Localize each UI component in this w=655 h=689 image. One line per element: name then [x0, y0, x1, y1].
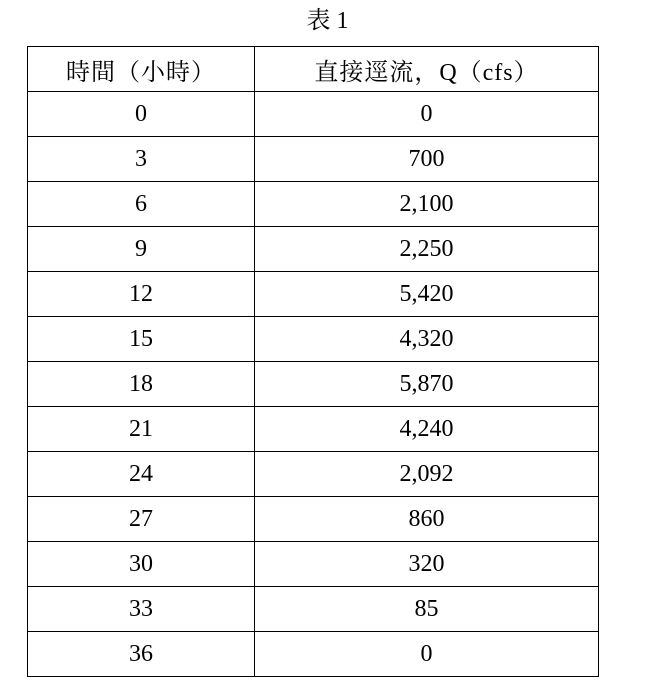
time-cell: 30: [28, 542, 255, 587]
runoff-cell: 85: [255, 587, 599, 632]
runoff-cell: 860: [255, 497, 599, 542]
table-row: [28, 182, 599, 227]
time-cell: 3: [28, 137, 255, 182]
header-direct-runoff: 直接逕流，Q（cfs）: [255, 47, 599, 92]
time-cell: 27: [28, 497, 255, 542]
runoff-cell: 5,420: [255, 272, 599, 317]
runoff-cell: 4,320: [255, 317, 599, 362]
table-row: [28, 272, 599, 317]
time-cell: 24: [28, 452, 255, 497]
table-caption: 表 1: [306, 8, 349, 34]
table-row: [28, 632, 599, 677]
header-time: 時間（小時）: [28, 47, 255, 92]
runoff-cell: 2,092: [255, 452, 599, 497]
time-cell: 6: [28, 182, 255, 227]
hydrograph-table: [27, 46, 599, 677]
time-cell: 15: [28, 317, 255, 362]
time-cell: 33: [28, 587, 255, 632]
table-row: [28, 227, 599, 272]
table-row: [28, 407, 599, 452]
table-row: [28, 137, 599, 182]
runoff-cell: 2,250: [255, 227, 599, 272]
header-row: [28, 47, 599, 92]
table-row: [28, 362, 599, 407]
runoff-cell: 320: [255, 542, 599, 587]
table-row: [28, 92, 599, 137]
time-cell: 12: [28, 272, 255, 317]
runoff-cell: 700: [255, 137, 599, 182]
time-cell: 36: [28, 632, 255, 677]
time-cell: 0: [28, 92, 255, 137]
time-cell: 9: [28, 227, 255, 272]
table-row: [28, 317, 599, 362]
table-row: [28, 587, 599, 632]
runoff-cell: 0: [255, 92, 599, 137]
time-cell: 18: [28, 362, 255, 407]
runoff-cell: 5,870: [255, 362, 599, 407]
table-row: [28, 542, 599, 587]
runoff-cell: 4,240: [255, 407, 599, 452]
runoff-cell: 2,100: [255, 182, 599, 227]
time-cell: 21: [28, 407, 255, 452]
table-row: [28, 452, 599, 497]
runoff-cell: 0: [255, 632, 599, 677]
table-row: [28, 497, 599, 542]
